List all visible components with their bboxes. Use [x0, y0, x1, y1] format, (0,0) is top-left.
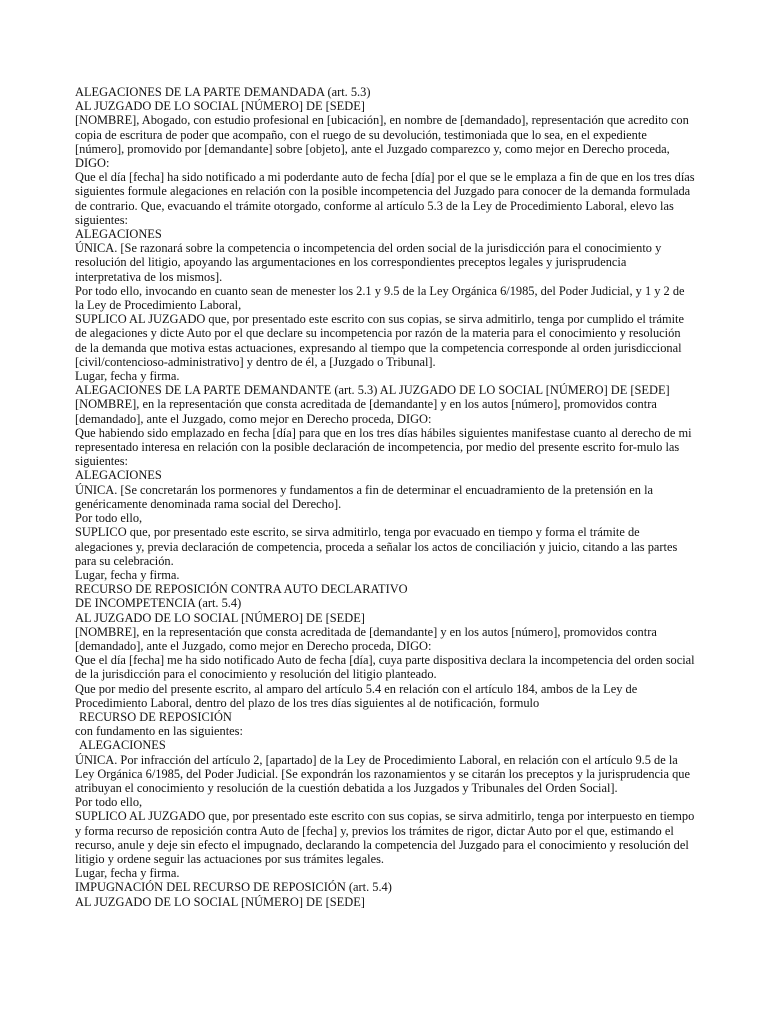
court-heading: AL JUZGADO DE LO SOCIAL [NÚMERO] DE [SEDE]: [75, 610, 365, 625]
signature-line: Lugar, fecha y firma.: [75, 567, 180, 582]
alegaciones-heading: ALEGACIONES: [75, 227, 162, 242]
section-heading: ALEGACIONES DE LA PARTE DEMANDADA (art. 5.3): [75, 85, 371, 99]
paragraph: SUPLICO que, por presentado este escrito, se sirva admitirlo, tenga por evacuado en tiempo y forma el trámite de alegaciones y, previa declaración de competencia, proceda a señalar los actos de conciliación y juicio, citando a las partes para su celebración.: [75, 525, 678, 568]
paragraph: [NOMBRE], en la representación que consta acreditada de [demandante] y en los autos [número], promovidos contra [demandado], ante el Juzgado, como mejor en Derecho proceda, DIGO:: [75, 624, 657, 653]
section-heading: IMPUGNACIÓN DEL RECURSO DE REPOSICIÓN (art. 5.4): [75, 880, 392, 895]
paragraph: Que por medio del presente escrito, al amparo del artículo 5.4 en relación con el artículo 184, ambos de la Ley de Procedimiento Laboral, dentro del plazo de los tres días siguientes al de notificación, formulo: [75, 681, 638, 710]
paragraph: Que el día [fecha] me ha sido notificado Auto de fecha [día], cuya parte dispositiva declara la incompetencia del orden social de la jurisdicción para el conocimiento y resolución del litigio planteado.: [75, 653, 695, 682]
paragraph: Por todo ello,: [75, 511, 143, 526]
recurso-heading: RECURSO DE REPOSICIÓN: [79, 709, 232, 724]
document-page: [75, 85, 695, 909]
paragraph: [NOMBRE], Abogado, con estudio profesional en [ubicación], en nombre de [demandado], representación que acredito con copia de escritura de poder que acompaño, con el ruego de su devolución, testimoniada que lo sea, en el expediente [número], promovido por [demandante] sobre [objeto], ante el Juzgado comparezco y, como mejor en Derecho proceda, DIGO:: [75, 113, 689, 171]
alegaciones-heading: ALEGACIONES: [79, 738, 166, 753]
paragraph: SUPLICO AL JUZGADO que, por presentado este escrito con sus copias, se sirva admitirlo, tenga por interpuesto en tiempo y forma recurso de reposición contra Auto de [fecha] y, previos los trámites de rigor, dictar Auto por el que, estimando el recurso, anule y deje sin efecto el impugnado, declarando la competencia del Juzgado para el conocimiento y resolución del litigio y ordene seguir las actuaciones por sus trámites legales.: [75, 809, 695, 866]
paragraph: Que habiendo sido emplazado en fecha [día] para que en los tres días hábiles siguientes manifestase cuanto al derecho de mi representado interesa en relación con la posible declaración de incompetencia, por medio del presente escrito for-mulo las siguientes:: [75, 425, 692, 469]
court-heading: AL JUZGADO DE LO SOCIAL [NÚMERO] DE [SEDE]: [75, 894, 365, 909]
section-heading: RECURSO DE REPOSICIÓN CONTRA AUTO DECLARATIVO: [75, 582, 408, 597]
alegaciones-heading: ALEGACIONES: [75, 468, 162, 483]
paragraph: Por todo ello, invocando en cuanto sean de menester los 2.1 y 9.5 de la Ley Orgánica 6/1985, del Poder Judicial, y 1 y 2 de la Ley de Procedimiento Laboral,: [75, 283, 685, 313]
paragraph: ÚNICA. [Se concretarán los pormenores y fundamentos a fin de determinar el encuadramiento de la pretensión en la genéricamente denominada rama social del Derecho].: [75, 482, 654, 511]
section-heading: ALEGACIONES DE LA PARTE DEMANDANTE (art. 5.3) AL JUZGADO DE LO SOCIAL [NÚMERO] DE [SEDE]: [75, 383, 670, 398]
court-heading: AL JUZGADO DE LO SOCIAL [NÚMERO] DE [SEDE]: [75, 99, 365, 114]
paragraph: Por todo ello,: [75, 795, 143, 810]
paragraph: ÚNICA. Por infracción del artículo 2, [apartado] de la Ley de Procedimiento Laboral, en relación con el artículo 9.5 de la Ley Orgánica 6/1985, del Poder Judicial. [Se expondrán los razonamientos y se citarán los preceptos y la jurisprudencia que atribuyan el conocimiento y resolución de la cuestión debatida a los Juzgados y Tribunales del Orden Social].: [75, 752, 690, 795]
paragraph: ÚNICA. [Se razonará sobre la competencia o incompetencia del orden social de la jurisdicción para el conocimiento y resolución del litigio, apoyando las argumentaciones en los correspondientes preceptos legales y jurisprudencia interpretativa de los mismos].: [75, 241, 662, 284]
signature-line: Lugar, fecha y firma.: [75, 866, 180, 881]
paragraph: Que el día [fecha] ha sido notificado a mi poderdante auto de fecha [día] por el que se le emplaza a fin de que en los tres días siguientes formule alegaciones en relación con la posible incompetencia del Juzgado para conocer de la demanda formulada de contrario. Que, evacuando el trámite otorgado, conforme al artículo 5.3 de la Ley de Procedimiento Laboral, elevo las siguientes:: [75, 170, 695, 227]
paragraph: con fundamento en las siguientes:: [75, 724, 243, 739]
paragraph: [NOMBRE], en la representación que consta acreditada de [demandante] y en los autos [número], promovidos contra [demandado], ante el Juzgado, como mejor en Derecho proceda, DIGO:: [75, 397, 657, 426]
paragraph: SUPLICO AL JUZGADO que, por presentado este escrito con sus copias, se sirva admitirlo, tenga por cumplido el trámite de alegaciones y dicte Auto por el que declare su incompetencia por razón de la materia para el conocimiento y resolución de la demanda que motiva estas actuaciones, expresando al tiempo que la competencia corresponde al orden jurisdiccional [civil/contencioso-administrativo] y dentro de él, a [Juzgado o Tribunal].: [75, 312, 684, 369]
section-heading: DE INCOMPETENCIA (art. 5.4): [75, 596, 242, 611]
signature-line: Lugar, fecha y firma.: [75, 369, 180, 384]
